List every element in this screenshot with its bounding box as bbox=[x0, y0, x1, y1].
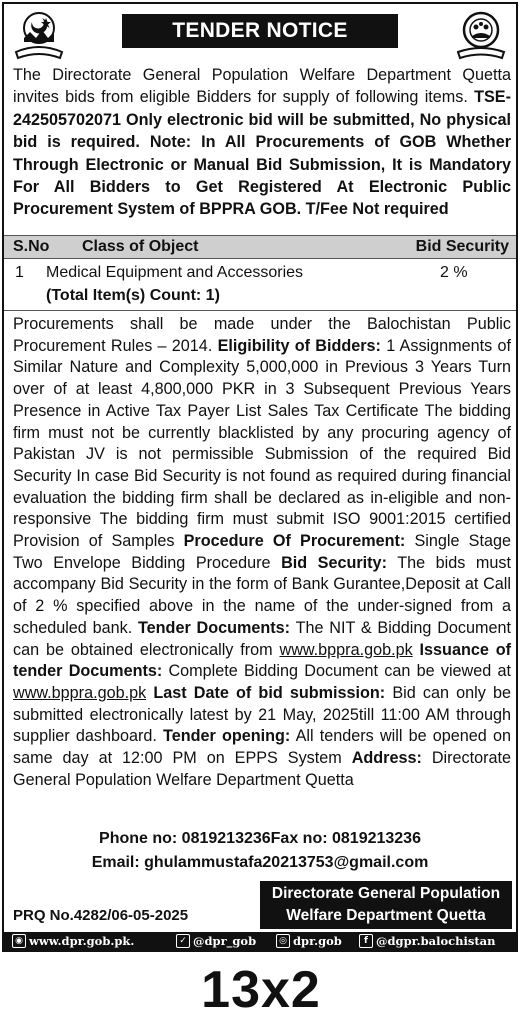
body-text: Complete Bidding Document can be viewed at bbox=[162, 662, 511, 681]
instagram-text: dpr.gob bbox=[293, 934, 342, 948]
directorate-box bbox=[260, 881, 512, 929]
address-label: Address: bbox=[351, 749, 422, 768]
ad-size-label: 13x2 bbox=[201, 961, 321, 1019]
tender-notice bbox=[2, 2, 518, 952]
social-bar bbox=[4, 932, 516, 950]
phone-fax: Phone no: 0819213236Fax no: 0819213236 bbox=[99, 830, 421, 847]
body-text: The bids must accompany Bid Security in the form of Bank Gurantee,Deposit at Call of 2 % specified above in the name of the under-signed from a scheduled bank. bbox=[13, 553, 511, 637]
body-text: Single Stage Two Envelope Bidding Procedure bbox=[13, 532, 511, 572]
balochistan-emblem-icon bbox=[10, 8, 68, 62]
header-bid-security: Bid Security bbox=[415, 238, 509, 255]
body-text: 1 Assignments of Similar Nature and Complexity 5,000,000 in Previous 3 Years Turn over of at least 4,800,000 PKR in 3 Subsequent Previous Years Presence in Active Tax Payer List Sales Tax Certificate The bidding firm must not be currently blacklisted by any procuring agency of Pakistan JV is not permissible Submission of the required Bid Security In case Bid Security is not found as required during financial evaluation the bidding firm shall be declared as in-eligible and non-responsive The bidding firm must submit ISO 9001:2015 certified Provision of Samples bbox=[13, 336, 511, 551]
twitter-link[interactable] bbox=[176, 932, 256, 950]
row-item-count: (Total Item(s) Count: 1) bbox=[46, 287, 220, 304]
facebook-link[interactable] bbox=[359, 932, 496, 950]
bid-security-label: Bid Security: bbox=[281, 553, 387, 572]
table-row bbox=[4, 262, 516, 308]
globe-icon: ◉ bbox=[12, 934, 26, 948]
tender-opening-label: Tender opening: bbox=[163, 727, 291, 746]
prq-number: PRQ No.4282/06-05-2025 bbox=[13, 907, 189, 924]
body-text: Procurements shall be made under the Balochistan Public Procurement Rules – 2014. bbox=[13, 315, 511, 355]
facebook-text: @dgpr.balochistan bbox=[376, 934, 496, 948]
website-text: www.dpr.gob.pk. bbox=[29, 934, 135, 948]
header-class-of-object: Class of Object bbox=[82, 238, 199, 255]
facebook-icon: f bbox=[359, 934, 373, 948]
procedure-label: Procedure Of Procurement: bbox=[183, 532, 406, 551]
population-welfare-emblem-icon bbox=[452, 8, 510, 62]
row-object: Medical Equipment and Accessories bbox=[46, 264, 304, 281]
header-sno: S.No bbox=[13, 238, 50, 255]
intro-text: The Directorate General Population Welfare Department Quetta invites bids from eligible Bidders for supply of following items. bbox=[13, 66, 511, 107]
instagram-link[interactable] bbox=[276, 932, 342, 950]
website-link[interactable] bbox=[12, 932, 134, 950]
intro-bold-text: TSE-242505702071 Only electronic bid will be submitted, No physical bid is required. Note: In All Procurements of GOB Whether Through Electronic or Manual Bid Submission, It is Mandatory For All Bidders to Get Registered At Electronic Public Procurement System of BPPRA GOB. T/Fee Not required bbox=[13, 88, 511, 219]
body-text: All tenders will be opened on same day at 12:00 PM on EPPS System bbox=[13, 727, 511, 768]
row-bid-security: 2 % bbox=[440, 264, 468, 281]
directorate-line1: Directorate General Population bbox=[271, 885, 501, 902]
table-header bbox=[4, 235, 516, 259]
tender-documents-label: Tender Documents: bbox=[137, 618, 291, 637]
row-sno: 1 bbox=[15, 264, 24, 281]
page-title: TENDER NOTICE bbox=[122, 14, 398, 48]
email: Email: ghulammustafa20213753@gmail.com bbox=[91, 854, 429, 871]
tender-details bbox=[13, 314, 511, 791]
twitter-icon: ✓ bbox=[176, 934, 190, 948]
intro-paragraph bbox=[13, 64, 511, 221]
header bbox=[4, 4, 516, 66]
last-date-label: Last Date of bid submission: bbox=[146, 683, 386, 702]
eligibility-label: Eligibility of Bidders: bbox=[217, 336, 381, 355]
instagram-icon: ◎ bbox=[276, 934, 290, 948]
body-text: The NIT & Bidding Document can be obtained electronically from bbox=[13, 618, 511, 659]
issuance-label: Issuance of tender Documents: bbox=[13, 640, 511, 681]
body-text: Directorate General Population Welfare Department Quetta bbox=[13, 749, 511, 789]
directorate-line2: Welfare Department Quetta bbox=[286, 907, 486, 924]
bppra-link[interactable]: www.bppra.gob.pk bbox=[279, 640, 413, 659]
table-divider bbox=[4, 310, 516, 311]
bppra-link[interactable]: www.bppra.gob.pk bbox=[13, 683, 147, 702]
twitter-text: @dpr_gob bbox=[193, 934, 257, 948]
body-text: Bid can only be submitted electronically latest by 21 May, 2025till 11:00 AM through supplier dashboard. bbox=[13, 683, 512, 746]
